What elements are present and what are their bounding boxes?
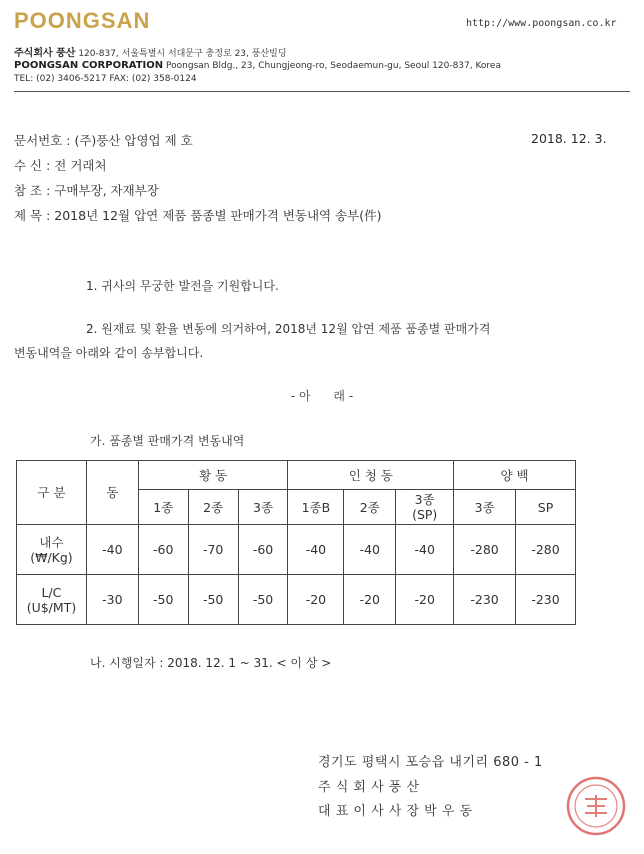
subheader-brass-2: 2종 [188, 490, 238, 525]
row-label-line1: 내수 [39, 534, 64, 550]
table-cell: -70 [188, 525, 238, 575]
table-cell: -50 [188, 575, 238, 625]
english-address: Poongsan Bldg., 23, Chungjeong-ro, Seodaemun-gu, Seoul 120-837, Korea [166, 61, 501, 71]
subheader-bronze-3sp-grade: 3종 [414, 492, 435, 507]
korean-address: 120-837, 서울특별시 서대문구 충정로 23, 풍산빌딩 [78, 49, 287, 59]
row-label-line2: (U$/MT) [26, 599, 77, 615]
table-cell: -230 [516, 575, 576, 625]
table-cell: -40 [288, 525, 344, 575]
below-title: - 아 래 - [290, 389, 354, 403]
table-cell: -230 [454, 575, 516, 625]
subheader-nickel-sp: SP [516, 490, 576, 525]
subject: 제 목 : 2018년 12월 압연 제품 품종별 판매가격 변동내역 송부(件) [14, 208, 382, 223]
header-brass: 황 동 [138, 461, 288, 490]
footer-company: 주 식 회 사 풍 산 [318, 780, 420, 795]
table-cell: -40 [396, 525, 454, 575]
paragraph-2-line-2: 변동내역을 아래와 같이 송부합니다. [14, 346, 204, 360]
header-category: 구 분 [17, 461, 87, 525]
subheader-bronze-3sp-note: (SP) [412, 507, 438, 522]
table-cell: -20 [344, 575, 396, 625]
document-date: 2018. 12. 3. [531, 131, 607, 146]
subheader-brass-1: 1종 [138, 490, 188, 525]
header-copper: 동 [86, 461, 138, 525]
table-cell: -20 [396, 575, 454, 625]
table-cell: -280 [516, 525, 576, 575]
english-address-line [14, 60, 501, 71]
table-cell: -280 [454, 525, 516, 575]
table-cell: -40 [86, 525, 138, 575]
company-url: http://www.poongsan.co.kr [466, 18, 617, 29]
row-label-line2: (₩/Kg) [30, 549, 73, 565]
header-phosphor-bronze: 인 청 동 [288, 461, 454, 490]
subheader-bronze-1b: 1종B [288, 490, 344, 525]
subheader-nickel-3: 3종 [454, 490, 516, 525]
subheader-bronze-3sp [396, 490, 454, 525]
recipient: 수 신 : 전 거래처 [14, 158, 107, 173]
korean-company-name: 주식회사 풍산 [14, 48, 76, 59]
row-label-line1: L/C [41, 584, 62, 600]
row-label-lc [17, 575, 87, 625]
subheader-brass-3: 3종 [238, 490, 288, 525]
table-cell: -50 [238, 575, 288, 625]
footer-address: 경기도 평택시 포승읍 내기리 680 - 1 [318, 755, 543, 770]
table-cell: -50 [138, 575, 188, 625]
paragraph-2-line-1: 2. 원재료 및 환율 변동에 의거하여, 2018년 12월 압연 제품 품종별 판매가격 [86, 322, 491, 336]
table-row [17, 575, 576, 625]
letterhead-divider [14, 91, 630, 92]
row-label-domestic [17, 525, 87, 575]
table-row [17, 525, 576, 575]
section-a-title: 가. 품종별 판매가격 변동내역 [90, 434, 245, 448]
section-b-effective-date: 나. 시행일자 : 2018. 12. 1 ~ 31. < 이 상 > [90, 656, 332, 670]
footer-ceo: 대 표 이 사 사 장 박 우 동 [318, 804, 473, 819]
table-cell: -60 [138, 525, 188, 575]
tel-fax: TEL: (02) 3406-5217 FAX: (02) 358-0124 [14, 74, 197, 84]
company-logo: POONGSAN [14, 8, 151, 33]
table-cell: -60 [238, 525, 288, 575]
company-seal-stamp-icon [565, 775, 627, 837]
paragraph-1: 1. 귀사의 무궁한 발전을 기원합니다. [86, 279, 279, 293]
subheader-bronze-2: 2종 [344, 490, 396, 525]
english-company-name: POONGSAN CORPORATION [14, 60, 164, 71]
header-nickel-silver: 양 백 [454, 461, 576, 490]
table-cell: -30 [86, 575, 138, 625]
table-cell: -40 [344, 525, 396, 575]
korean-address-line [14, 44, 287, 59]
price-change-table [16, 460, 576, 625]
document-number: 문서번호 : (주)풍산 압영업 제 호 [14, 133, 193, 148]
table-cell: -20 [288, 575, 344, 625]
reference: 참 조 : 구매부장, 자재부장 [14, 183, 159, 198]
